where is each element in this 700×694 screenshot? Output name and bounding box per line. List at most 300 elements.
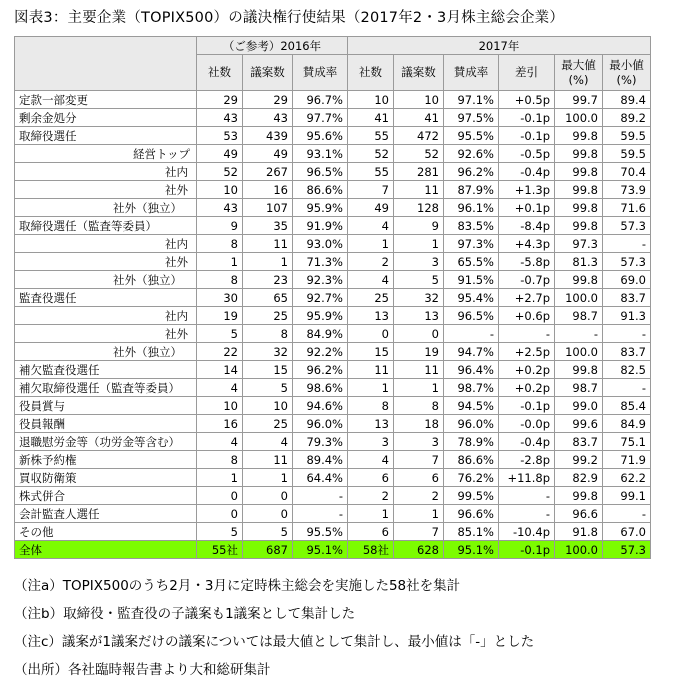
row-label: 役員報酬 bbox=[15, 415, 197, 433]
row-label: 役員賞与 bbox=[15, 397, 197, 415]
table-cell: 71.3% bbox=[293, 253, 348, 271]
table-cell: 62.2 bbox=[603, 469, 651, 487]
table-row bbox=[15, 487, 651, 505]
table-cell: -2.8p bbox=[499, 451, 555, 469]
row-label: 社外 bbox=[15, 253, 197, 271]
table-cell: 96.6% bbox=[444, 505, 499, 523]
footnote: （注b）取締役・監査役の子議案も1議案として集計した bbox=[14, 606, 356, 622]
table-cell: 55社 bbox=[197, 541, 243, 559]
header-year-2016: （ご参考）2016年 bbox=[197, 37, 348, 55]
table-cell: 99.6 bbox=[555, 415, 603, 433]
row-label: 補欠監査役選任 bbox=[15, 361, 197, 379]
row-label: 買収防衛策 bbox=[15, 469, 197, 487]
table-cell: 81.3 bbox=[555, 253, 603, 271]
table-row bbox=[15, 181, 651, 199]
table-cell: 82.9 bbox=[555, 469, 603, 487]
table-cell: 55 bbox=[348, 127, 394, 145]
table-row bbox=[15, 271, 651, 289]
table-cell: 41 bbox=[394, 109, 444, 127]
table-row bbox=[15, 505, 651, 523]
table-cell: 49 bbox=[243, 145, 293, 163]
table-cell: 32 bbox=[394, 289, 444, 307]
table-cell: - bbox=[603, 505, 651, 523]
table-cell: 89.4 bbox=[603, 91, 651, 109]
table-cell: 11 bbox=[348, 361, 394, 379]
table-cell: 1 bbox=[348, 235, 394, 253]
table-cell: 32 bbox=[243, 343, 293, 361]
table-cell: 1 bbox=[394, 235, 444, 253]
row-label: 株式併合 bbox=[15, 487, 197, 505]
total-row bbox=[15, 541, 651, 559]
table-cell: 99.8 bbox=[555, 181, 603, 199]
table-row bbox=[15, 451, 651, 469]
row-label: 社内 bbox=[15, 307, 197, 325]
table-cell: 65.5% bbox=[444, 253, 499, 271]
table-row bbox=[15, 397, 651, 415]
table-cell: 85.4 bbox=[603, 397, 651, 415]
table-row bbox=[15, 307, 651, 325]
table-cell: 95.4% bbox=[444, 289, 499, 307]
table-cell: 75.1 bbox=[603, 433, 651, 451]
table-cell: +0.5p bbox=[499, 91, 555, 109]
table-cell: 76.2% bbox=[444, 469, 499, 487]
table-cell: 14 bbox=[197, 361, 243, 379]
table-cell: 99.0 bbox=[555, 397, 603, 415]
table-cell: 70.4 bbox=[603, 163, 651, 181]
table-cell: - bbox=[499, 505, 555, 523]
table-cell: - bbox=[555, 325, 603, 343]
table-cell: - bbox=[603, 379, 651, 397]
table-cell: 94.7% bbox=[444, 343, 499, 361]
row-label: 会計監査人選任 bbox=[15, 505, 197, 523]
table-cell: 1 bbox=[394, 505, 444, 523]
table-cell: 91.3 bbox=[603, 307, 651, 325]
table-cell: 96.0% bbox=[444, 415, 499, 433]
table-cell: 8 bbox=[197, 271, 243, 289]
table-cell: 3 bbox=[394, 433, 444, 451]
table-cell: +4.3p bbox=[499, 235, 555, 253]
header-corner bbox=[15, 37, 197, 91]
table-cell: 1 bbox=[348, 505, 394, 523]
table-cell: 95.5% bbox=[444, 127, 499, 145]
table-cell: 96.5% bbox=[293, 163, 348, 181]
table-cell: 10 bbox=[348, 91, 394, 109]
table-cell: 55 bbox=[348, 163, 394, 181]
table-cell: 91.9% bbox=[293, 217, 348, 235]
table-cell: 95.9% bbox=[293, 199, 348, 217]
table-cell: - bbox=[603, 235, 651, 253]
table-cell: -0.1p bbox=[499, 541, 555, 559]
table-cell: 8 bbox=[197, 235, 243, 253]
table-cell: - bbox=[444, 325, 499, 343]
column-header: 社数 bbox=[197, 55, 243, 91]
table-cell: 5 bbox=[197, 325, 243, 343]
table-cell: 99.8 bbox=[555, 199, 603, 217]
table-cell: 65 bbox=[243, 289, 293, 307]
table-cell: 1 bbox=[348, 379, 394, 397]
table-cell: 57.3 bbox=[603, 541, 651, 559]
table-cell: - bbox=[499, 325, 555, 343]
table-cell: 94.6% bbox=[293, 397, 348, 415]
table-cell: 97.7% bbox=[293, 109, 348, 127]
table-cell: 4 bbox=[243, 433, 293, 451]
column-header: 最大値 (%) bbox=[555, 55, 603, 91]
table-cell: 0 bbox=[243, 505, 293, 523]
row-label: 監査役選任 bbox=[15, 289, 197, 307]
table-cell: 97.5% bbox=[444, 109, 499, 127]
table-cell: 83.7 bbox=[603, 289, 651, 307]
table-cell: 98.7% bbox=[444, 379, 499, 397]
row-label: 社内 bbox=[15, 235, 197, 253]
table-cell: 8 bbox=[243, 325, 293, 343]
table-cell: 99.5% bbox=[444, 487, 499, 505]
table-cell: 10 bbox=[197, 181, 243, 199]
table-cell: 2 bbox=[394, 487, 444, 505]
table-cell: 0 bbox=[394, 325, 444, 343]
table-cell: 82.5 bbox=[603, 361, 651, 379]
column-header: 社数 bbox=[348, 55, 394, 91]
table-row bbox=[15, 361, 651, 379]
table-cell: 6 bbox=[348, 469, 394, 487]
table-cell: 0 bbox=[348, 325, 394, 343]
column-header: 議案数 bbox=[394, 55, 444, 91]
table-cell: 99.8 bbox=[555, 361, 603, 379]
table-cell: 57.3 bbox=[603, 253, 651, 271]
table-cell: 99.8 bbox=[555, 271, 603, 289]
table-row bbox=[15, 433, 651, 451]
table-cell: 92.6% bbox=[444, 145, 499, 163]
table-cell: 99.7 bbox=[555, 91, 603, 109]
table-cell: 0 bbox=[197, 505, 243, 523]
table-row bbox=[15, 127, 651, 145]
table-cell: 4 bbox=[197, 433, 243, 451]
table-cell: 59.5 bbox=[603, 127, 651, 145]
table-cell: 18 bbox=[394, 415, 444, 433]
table-cell: 16 bbox=[243, 181, 293, 199]
table-cell: 43 bbox=[243, 109, 293, 127]
table-cell: 8 bbox=[348, 397, 394, 415]
row-label: 定款一部変更 bbox=[15, 91, 197, 109]
table-cell: 49 bbox=[348, 199, 394, 217]
table-cell: 472 bbox=[394, 127, 444, 145]
table-cell: -0.7p bbox=[499, 271, 555, 289]
table-cell: 8 bbox=[197, 451, 243, 469]
table-cell: 97.3 bbox=[555, 235, 603, 253]
table-cell: 10 bbox=[243, 397, 293, 415]
table-cell: 95.9% bbox=[293, 307, 348, 325]
table-cell: 87.9% bbox=[444, 181, 499, 199]
table-cell: 92.3% bbox=[293, 271, 348, 289]
table-cell: 9 bbox=[394, 217, 444, 235]
table-cell: 99.8 bbox=[555, 127, 603, 145]
table-cell: +0.1p bbox=[499, 199, 555, 217]
table-cell: 10 bbox=[197, 397, 243, 415]
footnotes bbox=[14, 572, 534, 684]
table-cell: 96.1% bbox=[444, 199, 499, 217]
row-label: 社内 bbox=[15, 163, 197, 181]
table-cell: 100.0 bbox=[555, 343, 603, 361]
table-cell: 96.5% bbox=[444, 307, 499, 325]
table-cell: 15 bbox=[348, 343, 394, 361]
table-row bbox=[15, 163, 651, 181]
table-cell: 29 bbox=[197, 91, 243, 109]
table-cell: 35 bbox=[243, 217, 293, 235]
table-cell: 99.8 bbox=[555, 217, 603, 235]
table-cell: 98.6% bbox=[293, 379, 348, 397]
table-cell: 10 bbox=[394, 91, 444, 109]
table-row bbox=[15, 109, 651, 127]
row-label: 社外（独立） bbox=[15, 199, 197, 217]
table-cell: 7 bbox=[394, 523, 444, 541]
footnote: （出所）各社臨時報告書より大和総研集計 bbox=[14, 662, 271, 678]
table-cell: 89.2 bbox=[603, 109, 651, 127]
table-cell: 98.7 bbox=[555, 379, 603, 397]
table-cell: 2 bbox=[348, 487, 394, 505]
table-cell: 57.3 bbox=[603, 217, 651, 235]
table-cell: 8 bbox=[394, 397, 444, 415]
table-cell: 13 bbox=[348, 415, 394, 433]
table-cell: 15 bbox=[243, 361, 293, 379]
table-cell: 13 bbox=[394, 307, 444, 325]
table-cell: 73.9 bbox=[603, 181, 651, 199]
table-cell: 687 bbox=[243, 541, 293, 559]
row-label: 社外（独立） bbox=[15, 343, 197, 361]
table-cell: 29 bbox=[243, 91, 293, 109]
table-cell: 4 bbox=[348, 217, 394, 235]
table-cell: 97.3% bbox=[444, 235, 499, 253]
table-row bbox=[15, 415, 651, 433]
table-cell: 84.9 bbox=[603, 415, 651, 433]
table-cell: 281 bbox=[394, 163, 444, 181]
table-cell: 96.4% bbox=[444, 361, 499, 379]
table-cell: 95.5% bbox=[293, 523, 348, 541]
table-cell: -0.4p bbox=[499, 433, 555, 451]
table-cell: 19 bbox=[394, 343, 444, 361]
row-label: 剰余金処分 bbox=[15, 109, 197, 127]
table-cell: 25 bbox=[243, 415, 293, 433]
table-cell: 3 bbox=[394, 253, 444, 271]
table-cell: 99.8 bbox=[555, 163, 603, 181]
table-cell: 49 bbox=[197, 145, 243, 163]
column-header: 賛成率 bbox=[293, 55, 348, 91]
table-cell: 96.2% bbox=[444, 163, 499, 181]
table-row bbox=[15, 217, 651, 235]
table-cell: 100.0 bbox=[555, 109, 603, 127]
table-cell: 1 bbox=[197, 253, 243, 271]
table-cell: 22 bbox=[197, 343, 243, 361]
table-cell: 71.9 bbox=[603, 451, 651, 469]
table-cell: 43 bbox=[197, 109, 243, 127]
table-row bbox=[15, 199, 651, 217]
figure-title: 図表3：主要企業（TOPIX500）の議決権行使結果（2017年2・3月株主総会企業） bbox=[14, 10, 565, 26]
table-cell: -0.0p bbox=[499, 415, 555, 433]
table-cell: 23 bbox=[243, 271, 293, 289]
table-cell: 5 bbox=[243, 379, 293, 397]
table-cell: - bbox=[603, 325, 651, 343]
table-cell: 0 bbox=[243, 487, 293, 505]
table-cell: 19 bbox=[197, 307, 243, 325]
table-cell: 128 bbox=[394, 199, 444, 217]
table-cell: 3 bbox=[348, 433, 394, 451]
table-cell: - bbox=[499, 487, 555, 505]
table-cell: 99.1 bbox=[603, 487, 651, 505]
table-cell: 83.7 bbox=[603, 343, 651, 361]
table-cell: 85.1% bbox=[444, 523, 499, 541]
row-label: 新株予約権 bbox=[15, 451, 197, 469]
table-cell: 96.6 bbox=[555, 505, 603, 523]
table-cell: 78.9% bbox=[444, 433, 499, 451]
voting-results-table bbox=[14, 36, 651, 559]
table-cell: 58社 bbox=[348, 541, 394, 559]
table-cell: 5 bbox=[197, 523, 243, 541]
table-row bbox=[15, 325, 651, 343]
table-cell: 91.5% bbox=[444, 271, 499, 289]
table-cell: 6 bbox=[348, 523, 394, 541]
table-cell: 1 bbox=[394, 379, 444, 397]
table-cell: 628 bbox=[394, 541, 444, 559]
table-cell: 99.8 bbox=[555, 487, 603, 505]
table-cell: 439 bbox=[243, 127, 293, 145]
table-cell: +1.3p bbox=[499, 181, 555, 199]
table-cell: 86.6% bbox=[293, 181, 348, 199]
table-cell: 89.4% bbox=[293, 451, 348, 469]
table-cell: 83.7 bbox=[555, 433, 603, 451]
table-cell: 83.5% bbox=[444, 217, 499, 235]
table-cell: 69.0 bbox=[603, 271, 651, 289]
table-cell: 4 bbox=[197, 379, 243, 397]
table-cell: 5 bbox=[243, 523, 293, 541]
table-cell: 64.4% bbox=[293, 469, 348, 487]
footnote: （注c）議案が1議案だけの議案については最大値として集計し、最小値は「-」とした bbox=[14, 634, 535, 650]
table-cell: 100.0 bbox=[555, 289, 603, 307]
table-cell: -8.4p bbox=[499, 217, 555, 235]
table-cell: 52 bbox=[348, 145, 394, 163]
table-cell: 96.2% bbox=[293, 361, 348, 379]
table-row bbox=[15, 469, 651, 487]
table-row bbox=[15, 235, 651, 253]
row-label: 取締役選任（監査等委員） bbox=[15, 217, 197, 235]
table-cell: 41 bbox=[348, 109, 394, 127]
table-cell: 43 bbox=[197, 199, 243, 217]
table-cell: 59.5 bbox=[603, 145, 651, 163]
table-cell: 2 bbox=[348, 253, 394, 271]
column-header: 差引 bbox=[499, 55, 555, 91]
row-label: 補欠取締役選任（監査等委員） bbox=[15, 379, 197, 397]
row-label: 社外（独立） bbox=[15, 271, 197, 289]
table-row bbox=[15, 289, 651, 307]
table-cell: 92.7% bbox=[293, 289, 348, 307]
table-row bbox=[15, 145, 651, 163]
column-header: 賛成率 bbox=[444, 55, 499, 91]
table-cell: -10.4p bbox=[499, 523, 555, 541]
table-cell: -5.8p bbox=[499, 253, 555, 271]
table-cell: 107 bbox=[243, 199, 293, 217]
table-cell: 1 bbox=[243, 253, 293, 271]
table-cell: - bbox=[293, 487, 348, 505]
footnote: （注a）TOPIX500のうち2月・3月に定時株主総会を実施した58社を集計 bbox=[14, 578, 461, 594]
table-cell: 267 bbox=[243, 163, 293, 181]
table-cell: -0.1p bbox=[499, 127, 555, 145]
table-cell: 92.2% bbox=[293, 343, 348, 361]
table-cell: 1 bbox=[243, 469, 293, 487]
table-cell: 93.0% bbox=[293, 235, 348, 253]
table-cell: +2.7p bbox=[499, 289, 555, 307]
table-cell: 1 bbox=[197, 469, 243, 487]
table-cell: 91.8 bbox=[555, 523, 603, 541]
row-label: 取締役選任 bbox=[15, 127, 197, 145]
table-cell: 96.0% bbox=[293, 415, 348, 433]
header-year-2017: 2017年 bbox=[348, 37, 651, 55]
table-cell: 86.6% bbox=[444, 451, 499, 469]
table-cell: 93.1% bbox=[293, 145, 348, 163]
table-cell: 7 bbox=[394, 451, 444, 469]
table-cell: 16 bbox=[197, 415, 243, 433]
table-cell: 9 bbox=[197, 217, 243, 235]
row-label: 社外 bbox=[15, 181, 197, 199]
table-cell: 30 bbox=[197, 289, 243, 307]
column-header: 最小値 (%) bbox=[603, 55, 651, 91]
row-label: 退職慰労金等（功労金等含む） bbox=[15, 433, 197, 451]
row-label: 社外 bbox=[15, 325, 197, 343]
table-cell: 67.0 bbox=[603, 523, 651, 541]
table-cell: 71.6 bbox=[603, 199, 651, 217]
row-label: その他 bbox=[15, 523, 197, 541]
table-cell: 11 bbox=[394, 361, 444, 379]
table-cell: - bbox=[293, 505, 348, 523]
table-cell: +0.6p bbox=[499, 307, 555, 325]
table-cell: 5 bbox=[394, 271, 444, 289]
table-cell: 7 bbox=[348, 181, 394, 199]
table-cell: 95.6% bbox=[293, 127, 348, 145]
table-cell: 6 bbox=[394, 469, 444, 487]
table-cell: +2.5p bbox=[499, 343, 555, 361]
table-cell: 0 bbox=[197, 487, 243, 505]
table-row bbox=[15, 343, 651, 361]
table-cell: -0.4p bbox=[499, 163, 555, 181]
table-cell: 96.7% bbox=[293, 91, 348, 109]
table-cell: +0.2p bbox=[499, 379, 555, 397]
table-cell: 25 bbox=[243, 307, 293, 325]
table-cell: -0.1p bbox=[499, 109, 555, 127]
table-cell: 53 bbox=[197, 127, 243, 145]
table-cell: 4 bbox=[348, 271, 394, 289]
table-cell: 95.1% bbox=[293, 541, 348, 559]
table-cell: 84.9% bbox=[293, 325, 348, 343]
table-row bbox=[15, 379, 651, 397]
table-cell: 4 bbox=[348, 451, 394, 469]
table-cell: 95.1% bbox=[444, 541, 499, 559]
table-cell: 99.2 bbox=[555, 451, 603, 469]
table-row bbox=[15, 523, 651, 541]
table-cell: -0.1p bbox=[499, 397, 555, 415]
table-cell: 52 bbox=[394, 145, 444, 163]
table-row bbox=[15, 91, 651, 109]
table-row bbox=[15, 253, 651, 271]
row-label: 経営トップ bbox=[15, 145, 197, 163]
table-cell: +0.2p bbox=[499, 361, 555, 379]
table-cell: 94.5% bbox=[444, 397, 499, 415]
row-label: 全体 bbox=[15, 541, 197, 559]
column-header: 議案数 bbox=[243, 55, 293, 91]
table-cell: 97.1% bbox=[444, 91, 499, 109]
table-cell: 99.8 bbox=[555, 145, 603, 163]
table-cell: 11 bbox=[243, 451, 293, 469]
table-cell: -0.5p bbox=[499, 145, 555, 163]
table-cell: 100.0 bbox=[555, 541, 603, 559]
table-cell: 13 bbox=[348, 307, 394, 325]
table-cell: 98.7 bbox=[555, 307, 603, 325]
table-cell: 52 bbox=[197, 163, 243, 181]
